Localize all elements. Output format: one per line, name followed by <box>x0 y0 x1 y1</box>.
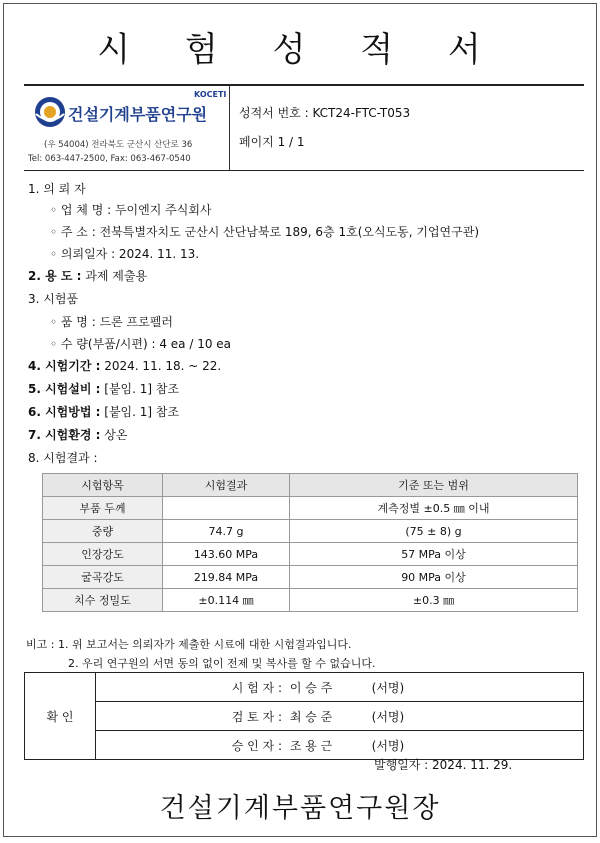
section-client: 1. 의 뢰 자 <box>28 182 86 196</box>
period-value: 2024. 11. 18. ~ 22. <box>104 359 222 373</box>
confirm-cell <box>96 702 584 731</box>
purpose-value: 과제 제출용 <box>85 269 148 283</box>
report-info <box>239 104 410 162</box>
cell-item: 인장강도 <box>43 543 163 566</box>
issue-date: 발행일자 : 2024. 11. 29. <box>374 758 513 772</box>
section-equipment <box>28 380 179 397</box>
environment-label: 7. 시험환경 : <box>28 428 101 442</box>
confirm-name: 최 승 준 <box>289 709 333 724</box>
confirm-role: 검 토 자 : <box>231 709 282 724</box>
report-number: 성적서 번호 : KCT24-FTC-T053 <box>239 106 411 120</box>
confirm-name: 조 용 근 <box>289 738 333 753</box>
table-row <box>43 543 578 566</box>
org-block <box>24 86 230 170</box>
client-date: ◦ 의뢰일자 : 2024. 11. 13. <box>50 247 200 261</box>
section-sample: 3. 시험품 <box>28 292 79 306</box>
cell-result <box>163 497 290 520</box>
confirm-role: 시 험 자 : <box>231 680 282 695</box>
table-row <box>43 497 578 520</box>
client-address: ◦ 주 소 : 전북특별자치도 군산시 산단남북로 189, 6층 1호(오식도동, 기업연구관) <box>50 225 480 239</box>
confirm-role: 승 인 자 : <box>231 738 282 753</box>
section-period <box>28 357 221 374</box>
period-label: 4. 시험기간 : <box>28 359 101 373</box>
results-table <box>42 473 578 612</box>
purpose-label: 2. 용 도 : <box>28 269 82 283</box>
header-result: 시험결과 <box>163 474 290 497</box>
table-row <box>43 589 578 612</box>
confirm-sign: (서명) <box>371 680 405 695</box>
section-purpose <box>28 267 147 284</box>
document-title: 시 험 성 적 서 <box>97 30 503 70</box>
section-environment <box>28 426 127 443</box>
note-1: 비고 : 1. 위 보고서는 의뢰자가 제출한 시료에 대한 시험결과입니다. <box>26 638 352 651</box>
note-2: 2. 우리 연구원의 서면 동의 없이 전제 및 복사를 할 수 없습니다. <box>68 657 376 670</box>
sample-qty: ◦ 수 량(부품/시편) : 4 ea / 10 ea <box>50 337 232 351</box>
results-header-row <box>43 474 578 497</box>
section-results: 8. 시험결과 : <box>28 451 98 465</box>
sample-name: ◦ 품 명 : 드론 프로펠러 <box>50 315 173 329</box>
cell-item: 부품 두께 <box>43 497 163 520</box>
cell-item: 중량 <box>43 520 163 543</box>
cell-result: ±0.114 ㎜ <box>163 589 290 612</box>
confirm-cell <box>96 673 584 702</box>
document-page <box>3 3 597 837</box>
header-criteria: 기준 또는 범위 <box>290 474 578 497</box>
equipment-value: [붙임. 1] 참조 <box>104 382 180 396</box>
confirm-name: 이 승 주 <box>289 680 333 695</box>
cell-criteria: 57 MPa 이상 <box>290 543 578 566</box>
footer-signature: 건설기계부품연구원장 <box>159 793 441 824</box>
method-label: 6. 시험방법 : <box>28 405 101 419</box>
confirm-row <box>25 673 584 702</box>
equipment-label: 5. 시험설비 : <box>28 382 101 396</box>
cell-item: 굴곡강도 <box>43 566 163 589</box>
table-row <box>43 566 578 589</box>
logo-text: KOCETI <box>194 90 227 99</box>
cell-criteria: 90 MPa 이상 <box>290 566 578 589</box>
cell-item: 치수 정밀도 <box>43 589 163 612</box>
environment-value: 상온 <box>104 428 128 442</box>
table-row <box>43 520 578 543</box>
report-page: 페이지 1 / 1 <box>239 135 305 149</box>
method-value: [붙임. 1] 참조 <box>104 405 180 419</box>
header-item: 시험항목 <box>43 474 163 497</box>
confirmation-table <box>24 672 584 760</box>
confirm-sign: (서명) <box>371 709 405 724</box>
cell-criteria: (75 ± 8) g <box>290 520 578 543</box>
cell-result: 143.60 MPa <box>163 543 290 566</box>
cell-criteria: 계측정별 ±0.5 ㎜ 이내 <box>290 497 578 520</box>
org-address: (우 54004) 전라북도 군산시 산단로 36 <box>44 140 193 150</box>
confirm-sign: (서명) <box>371 738 405 753</box>
confirm-label: 확 인 <box>25 673 96 760</box>
header-box <box>24 84 584 171</box>
cell-result: 219.84 MPa <box>163 566 290 589</box>
client-company: ◦ 업 체 명 : 두이엔지 주식회사 <box>50 203 212 217</box>
org-tel: Tel: 063-447-2500, Fax: 063-467-0540 <box>28 154 191 164</box>
cell-criteria: ±0.3 ㎜ <box>290 589 578 612</box>
cell-result: 74.7 g <box>163 520 290 543</box>
confirm-row <box>25 702 584 731</box>
org-name: 건설기계부품연구원 <box>68 105 208 124</box>
section-method <box>28 403 179 420</box>
